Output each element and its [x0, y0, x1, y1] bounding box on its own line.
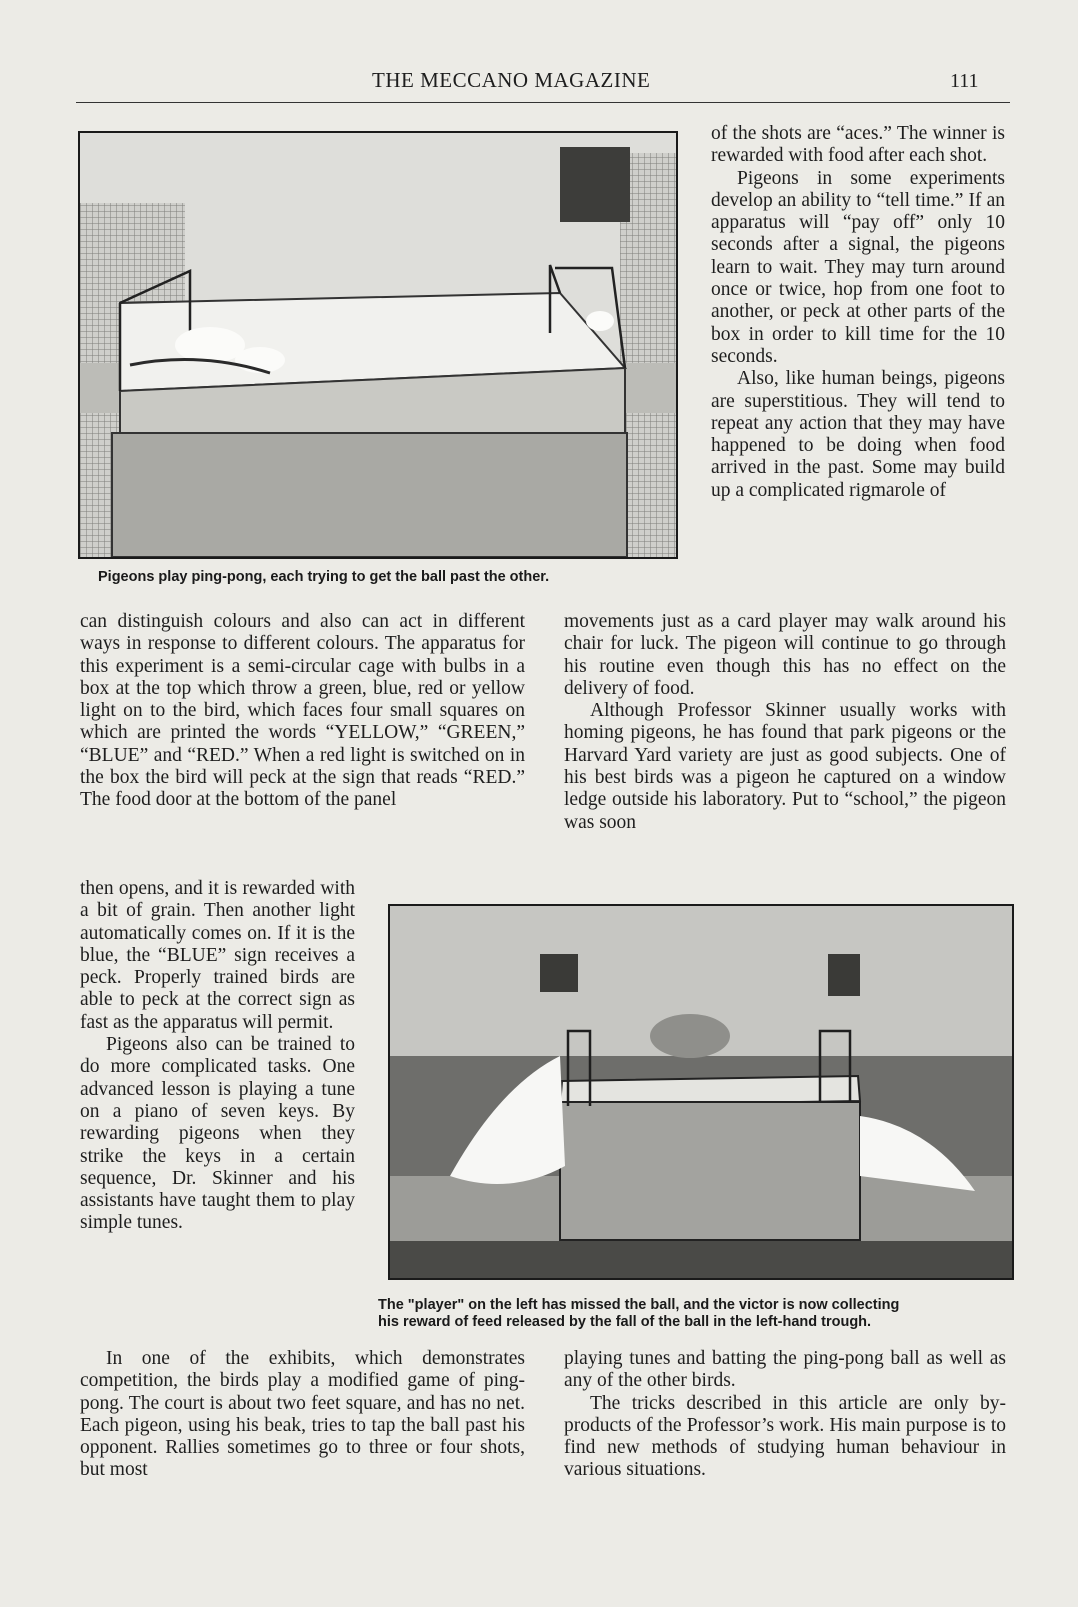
paragraph: Also, like human beings, pigeons are superstitious. They will tend to repeat any action that they may have happened to be doing when food arrived in the past. Some may build up a complicated rigmarole of	[711, 368, 1005, 501]
top-photo-caption: Pigeons play ping-pong, each trying to get the ball past the other.	[98, 569, 550, 585]
paragraph: of the shots are “aces.” The winner is rewarded with food after each shot.	[711, 123, 1005, 167]
magazine-title: THE MECCANO MAGAZINE	[372, 68, 651, 92]
article-left-mid	[80, 611, 525, 812]
caption-line: The "player" on the left has missed the ball, and the victor is now collecting	[378, 1297, 900, 1313]
article-right-mid	[564, 611, 1006, 834]
header-rule	[76, 102, 1010, 103]
photo-pigeon-victor-collecting-feed	[388, 904, 1014, 1280]
paragraph: In one of the exhibits, which demonstrates competition, the birds play a modified game of ping-pong. The court is about two feet square, and has no net. Each pigeon, using his beak, tries to tap the ball past his opponent. Rallies sometimes go to three or four shots, but most	[80, 1348, 525, 1481]
paragraph: playing tunes and batting the ping-pong ball as well as any of the other birds.	[564, 1348, 1006, 1392]
paragraph: then opens, and it is rewarded with a bit of grain. Then another light automatically comes on. If it is the blue, the “BLUE” sign receives a peck. Properly trained birds are able to peck at the correct sign as fast as the apparatus will permit.	[80, 878, 355, 1033]
article-right-bottom	[564, 1348, 1006, 1482]
article-left-narrow	[80, 878, 355, 1235]
paragraph: Although Professor Skinner usually works with homing pigeons, he has found that park pigeons or the Harvard Yard variety are just as good subjects. One of his best birds was a pigeon he captured on a window ledge outside his laboratory. Put to “school,” the pigeon was soon	[564, 700, 1006, 833]
article-left-bottom	[80, 1348, 525, 1482]
article-right-top	[711, 123, 1005, 502]
photo-pigeons-ping-pong	[78, 131, 678, 559]
paragraph: movements just as a card player may walk around his chair for luck. The pigeon will continue to go through his routine even though this has no effect on the delivery of food.	[564, 611, 1006, 699]
caption-line: his reward of feed released by the fall of the ball in the left-hand trough.	[378, 1314, 872, 1330]
page-number: 111	[950, 70, 979, 92]
paragraph: Pigeons in some experiments develop an ability to “tell time.” If an apparatus will “pay off” only 10 seconds after a signal, the pigeons learn to wait. They may turn around once or twice, hop from one foot to another, or peck at other parts of the box in order to kill time for the 10 seconds.	[711, 167, 1005, 367]
paragraph: Pigeons also can be trained to do more complicated tasks. One advanced lesson is playing a tune on a piano of seven keys. By rewarding pigeons when they strike the keys in a certain sequence, Dr. Skinner and his assistants have taught them to play simple tunes.	[80, 1034, 355, 1234]
paragraph: The tricks described in this article are only by-products of the Professor’s work. His main purpose is to find new methods of studying human behaviour in various situations.	[564, 1392, 1006, 1481]
paragraph: can distinguish colours and also can act in different ways in response to different colours. The apparatus for this experiment is a semi-circular cage with bulbs in a box at the top which throw a green, blue, red or yellow light on to the bird, which faces four small squares on which are printed the words “YELLOW,” “GREEN,” “BLUE” and “RED.” When a red light is switched on in the box the bird will peck at the sign that reads “RED.” The food door at the bottom of the panel	[80, 611, 525, 811]
